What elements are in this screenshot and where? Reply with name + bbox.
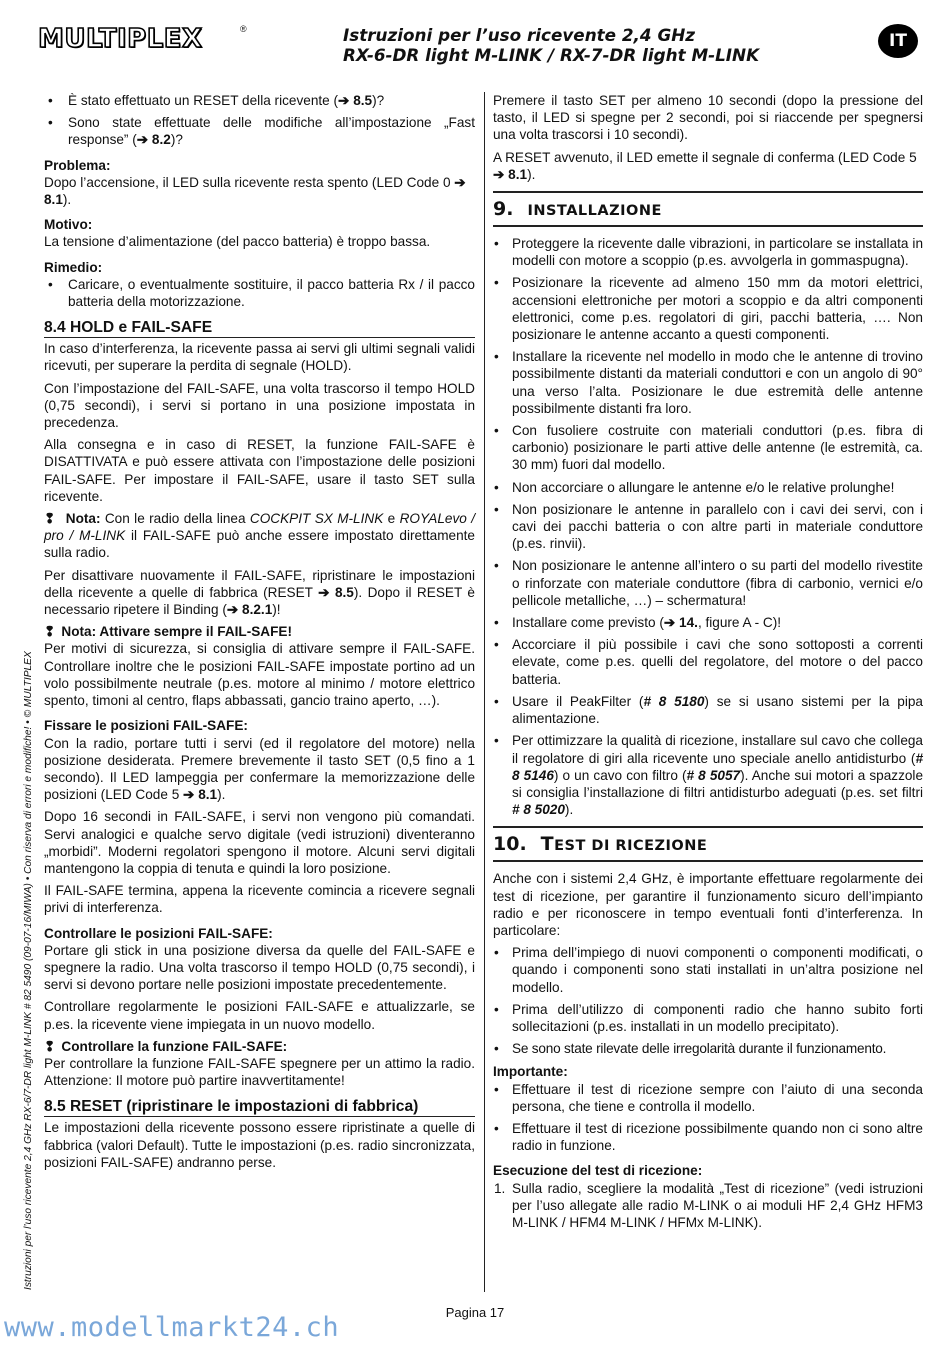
list-item: • Caricare, o eventualmente sostituire, il pacco batteria Rx / il pacco batteria della motorizzazione. — [44, 276, 475, 310]
arrow-right-icon: ➔ — [318, 584, 330, 600]
list-item: 1. Sulla radio, scegliere la modalità „Test di ricezione” (vedi istruzioni per l’uso allegate alle radio M-LINK o ai moduli HF 2,4 GHz HFM3 M-LINK / HFM4 M-LINK / HFMx M-LINK). — [493, 1180, 923, 1232]
list-item: • Con fusoliere costruite con materiali conduttori (p.es. fibra di carbonio) posizionare le parti attive delle antenne (le estremità, ca. 30 mm) fuori dal modello. — [493, 422, 923, 474]
paragraph: Per controllare la funzione FAIL-SAFE spegnere per un attimo la radio. Attenzione: Il motore può partire inavvertitamente! — [44, 1055, 475, 1089]
arrow-right-icon: ➔ — [338, 93, 350, 108]
arrow-right-icon: ➔ — [454, 174, 466, 190]
note-heading: ❢ Nota: Attivare sempre il FAIL-SAFE! — [44, 624, 293, 640]
paragraph: Con l’impostazione del FAIL-SAFE, una volta trascorso il tempo HOLD (0,75 secondi), i servi si portano in una posizione impostata in precedenza. — [44, 380, 475, 431]
list-item: • Prima dell’utilizzo di componenti radio che hanno subito forti sollecitazioni (p.es. installati in un modello precipitato). — [493, 1001, 923, 1035]
left-column — [44, 92, 475, 1176]
warning-icon: ❢ — [44, 624, 56, 640]
list-item: • Non posizionare le antenne in parallelo con i cavi dei servi, con i cavi dei pacchi batteria o con altre parti in materiale conduttore (p.es. rinvii). — [493, 501, 923, 553]
cause-text: La tensione d’alimentazione (del pacco batteria) è troppo bassa. — [44, 234, 431, 250]
checklist — [44, 92, 475, 149]
paragraph: Premere il tasto SET per almeno 10 secondi (dopo la pressione del tasto, il LED si spegne per 2 secondi, poi si riaccende per spegnersi una volta trascorsi i 10 secondi). — [493, 93, 923, 143]
section-heading-8-5: 8.5 RESET (ripristinare le impostazioni di fabbrica) — [44, 1097, 475, 1117]
list-item: • Proteggere la ricevente dalle vibrazioni, in particolare se installata in modelli con motore a scoppio (p.es. avvolgerla in gommaspugna). — [493, 235, 923, 269]
paragraph: Alla consegna e in caso di RESET, la funzione FAIL-SAFE è DISATTIVATA e può essere attivata con l’impostazione delle posizioni FAIL-SAFE. Per impostare il FAIL-SAFE, usare il tasto SET sulla ricevente. — [44, 437, 475, 504]
list-item: • Se sono state rilevate delle irregolarità durante il funzionamento. — [493, 1040, 923, 1057]
note-heading: ❢ Controllare la funzione FAIL-SAFE: — [44, 1038, 288, 1054]
page-number: Pagina 17 — [445, 1305, 505, 1320]
subheading: Esecuzione del test di ricezione: — [493, 1163, 703, 1179]
brand-logo — [38, 24, 244, 54]
side-margin-note: Istruzioni per l’uso ricevente 2,4 GHz RX-6/7-DR light M-LINK # 82 5490 (09-07-16/MIWA) • Con riserva di errori e modifiche! • © MULTIPLEX — [23, 651, 34, 1290]
arrow-right-icon: ➔ — [226, 602, 239, 618]
subheading: Importante: — [493, 1064, 568, 1080]
list-item: • Effettuare il test di ricezione sempre con l’aiuto di una seconda persona, che tiene e controlla il modello. — [493, 1081, 923, 1115]
list-item: • Per ottimizzare la qualità di ricezione, installare sul cavo che collega il regolatore di giri alla ricevente uno speciale anello antidisturbo (# 8 5146) o un cavo con filtro (# 8 5057). Anche sui motori a spazzole si consiglia l’installazione di filtri antidisturbo adeguati (p.es. set filtri # 8 5020). — [493, 732, 923, 818]
arrow-right-icon: ➔ — [493, 166, 505, 182]
paragraph: A RESET avvenuto, il LED emette il segnale di conferma (LED Code 5 ➔ 8.1). — [493, 149, 917, 182]
list-item: • È stato effettuato un RESET della ricevente (➔ 8.5)? — [44, 92, 475, 109]
paragraph: Il FAIL-SAFE termina, appena la ricevente comincia a ricevere segnali privi di interferenza. — [44, 883, 475, 916]
paragraph: Le impostazioni della ricevente possono essere ripristinate a quelle di fabbrica (valori Default). Tutte le impostazioni (p.es. radio sincronizzata, posizioni FAIL-SAFE) andranno perse. — [44, 1120, 475, 1170]
problem-text: Dopo l’accensione, il LED sulla ricevente resta spento (LED Code 0 ➔ 8.1). — [44, 174, 466, 208]
reception-test-list — [493, 944, 923, 1057]
remedy-label: Rimedio: — [44, 259, 103, 275]
installation-list — [493, 235, 923, 818]
watermark: www.modellmarkt24.ch — [4, 1312, 340, 1343]
paragraph: Controllare regolarmente le posizioni FAIL-SAFE e attualizzarle, se p.es. la ricevente viene impiegata in un nuovo modello. — [44, 999, 475, 1032]
warning-icon: ❢ — [44, 511, 56, 527]
cause-label: Motivo: — [44, 217, 93, 233]
arrow-right-icon: ➔ — [183, 787, 195, 803]
note-cockpit: ❢ Nota: Con le radio della linea COCKPIT SX M-LINK e ROYALevo / pro / M-LINK il FAIL-SAFE può anche essere impostato direttamente sulla radio. — [44, 511, 475, 561]
list-item: • Installare la ricevente nel modello in modo che le antenne di trovino possibilmente distanti da materiali conduttori e con un angolo di 90° una verso l’alta. Posizionare le due estremità delle antenne possibilmente distanti fra loro. — [493, 348, 923, 417]
subheading: Fissare le posizioni FAIL-SAFE: — [44, 718, 248, 734]
list-item: • Posizionare la ricevente ad almeno 150 mm da motori elettrici, accensioni elettroniche per motori a scoppio e da altri componenti elettronici, come p.es. regolatori di giri, pacchi batteria, …. Non posizionare le antenne accanto a questi componenti. — [493, 274, 923, 343]
list-item: • Sono state effettuate delle modifiche all’impostazione „Fast response” (➔ 8.2)? — [44, 114, 475, 148]
list-item: • Effettuare il test di ricezione possibilmente quando non ci sono altre radio in funzione. — [493, 1120, 923, 1154]
subheading: Controllare le posizioni FAIL-SAFE: — [44, 925, 273, 941]
paragraph: Portare gli stick in una posizione diversa da quelle del FAIL-SAFE e spegnere la radio. Una volta trascorso il tempo HOLD (0,75 secondi), i servi si devono portare nelle posizioni impostate precedentemente. — [44, 942, 475, 993]
doc-title-line2: RX-6-DR light M-LINK / RX-7-DR light M-LINK — [343, 45, 760, 65]
registered-mark: ® — [240, 24, 247, 34]
procedure-list — [493, 1180, 923, 1232]
arrow-right-icon: ➔ — [663, 615, 676, 631]
list-item: • Usare il PeakFilter (# 8 5180) se si usano sistemi per la pipa alimentazione. — [493, 693, 923, 727]
list-item: • Prima dell’impiego di nuovi componenti o componenti modificati, o quando i componenti sono stati installati in un’altra posizione nel modello. — [493, 944, 923, 996]
brand-logo-text: MULTIPLEX — [38, 24, 203, 54]
paragraph: In caso d’interferenza, la ricevente passa ai servi gli ultimi segnali validi ricevuti, per superare la perdita di segnale (HOLD). — [44, 341, 475, 374]
list-item: • Non accorciare o allungare le antenne e/o le relative prolunghe! — [493, 479, 923, 496]
section-heading-10: 10. TEST DI RICEZIONE — [493, 826, 923, 862]
paragraph: Con la radio, portare tutti i servi (ed il regolatore del motore) nella posizione desiderata. Premere brevemente il tasto SET (0,5 fino a 1 secondo). Il LED lampeggia per confermare la memorizzazione delle posizioni (LED Code 5 ➔ 8.1). — [44, 735, 475, 803]
arrow-right-icon: ➔ — [136, 132, 149, 148]
list-item: • Installare come previsto (➔ 14., figure A - C)! — [493, 614, 923, 631]
column-divider — [484, 92, 485, 1292]
section-heading-8-4: 8.4 HOLD e FAIL-SAFE — [44, 318, 475, 338]
important-list — [493, 1081, 923, 1155]
doc-title-line1: Istruzioni per l’uso ricevente 2,4 GHz — [343, 25, 696, 45]
list-item: • Non posizionare le antenne all’intero o su parti del modello rivestite o rinforzate con materiale conduttore (fibra di carbonio, vernici e/o pellicole metalliche, …) – schermatura! — [493, 557, 923, 609]
paragraph: Per motivi di sicurezza, si consiglia di attivare sempre il FAIL-SAFE. Controllare inoltre che le posizioni FAIL-SAFE impostate portino ad un volo possibilmente neutrale (p.es. motore al minimo / motore elettrico spento, timoni al centro, flaps abbassati, gancio traino aperto, …). — [44, 641, 475, 709]
paragraph: Per disattivare nuovamente il FAIL-SAFE, ripristinare le impostazioni della ricevente a quelle di fabbrica (RESET ➔ 8.5). Dopo il RESET è necessario ripetere il Binding (➔ 8.2.1)! — [44, 567, 475, 618]
right-column — [493, 92, 923, 1236]
remedy-list — [44, 276, 475, 310]
list-item: • Accorciare il più possibile i cavi che sono sottoposti a correnti elevate, come p.es. quelli del regolatore, del motore o del pacco batteria. — [493, 636, 923, 688]
paragraph: Anche con i sistemi 2,4 GHz, è importante effettuare regolarmente dei test di ricezione, per garantire il funzionamento sicuro dell’impianto radio e per riconoscere in tempo eventuali fonti d’interferenza. In particolare: — [493, 871, 923, 938]
problem-label: Problema: — [44, 157, 111, 173]
language-badge: IT — [878, 24, 918, 58]
section-heading-9: 9. INSTALLAZIONE — [493, 191, 923, 227]
warning-icon: ❢ — [44, 1038, 56, 1054]
paragraph: Dopo 16 secondi in FAIL-SAFE, i servi non vengono più comandati. Servi analogici e qualche servo digitale (vedi istruzioni) diventeranno „morbidi”. Moderni regolatori spengono il motore. Alcuni servi digitali mantengono la coppia di tenuta e quindi la loro posizione. — [44, 809, 475, 876]
